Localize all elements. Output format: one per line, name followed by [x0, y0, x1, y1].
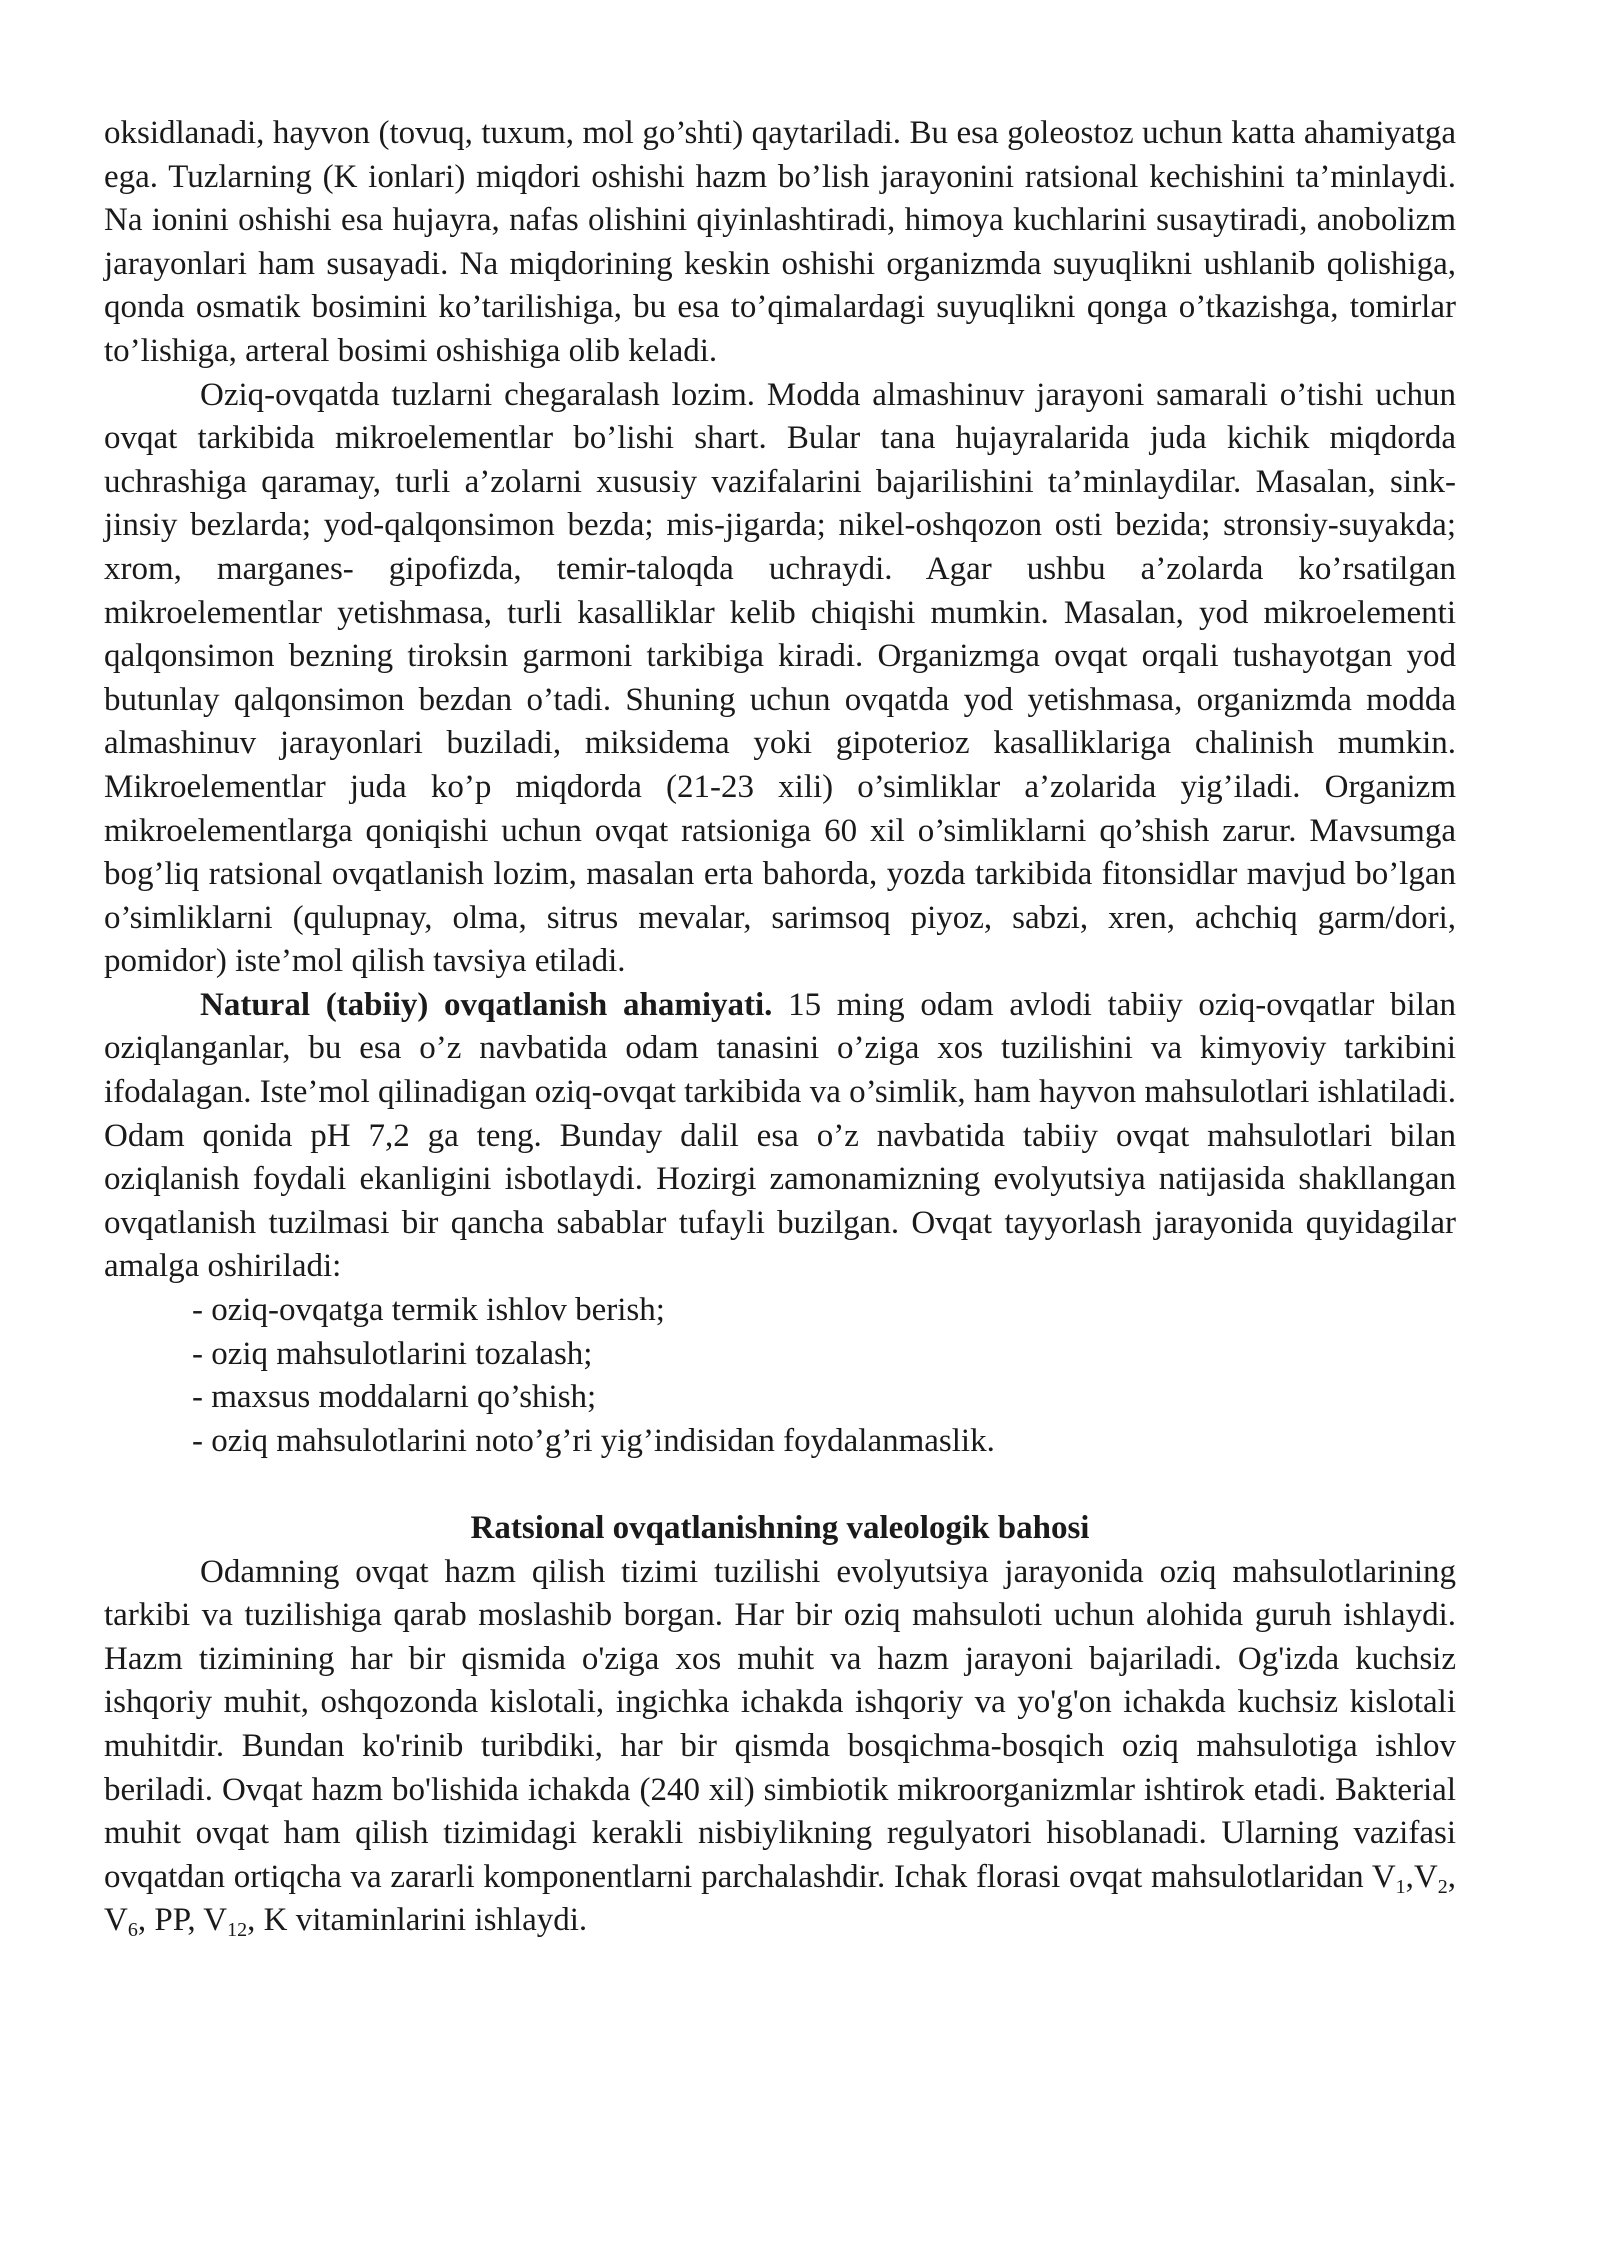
- paragraph-natural-nutrition: [104, 984, 1456, 1289]
- vitamin-v6: $V_6$: [104, 1902, 138, 1942]
- section-heading: Ratsional ovqatlanishning valeologik bahosi: [470, 1510, 1090, 1546]
- list-item: - oziq mahsulotlarini noto’g’ri yig’indisidan foydalanmaslik.: [192, 1422, 995, 1459]
- vitamin-v1: $V_1$: [1371, 1858, 1406, 1898]
- paragraph-salts-effects: oksidlanadi, hayvon (tovuq, tuxum, mol go’shti) qaytariladi. Bu esa goleostoz uchun katta ahamiyatga ega. Tuzlarning (K ionlari) miqdori oshishi hazm bo’lish jarayonini ratsional kechishini ta’minlaydi. Na ionini oshishi esa hujayra, nafas olishini qiyinlashtiradi, himoya kuchlarini susaytiradi, anobolizm jarayonlari ham susayadi. Na miqdorining keskin oshishi organizmda suyuqlikni ushlanib qolishiga, qonda osmatik bosimini ko’tarilishiga, bu esa to’qimalardagi suyuqlikni qonga o’tkazishga, tomirlar to’lishiga, arteral bosimi oshishiga olib keladi.: [104, 115, 1456, 369]
- paragraph-digestion: Odamning ovqat hazm qilish tizimi tuzilishi evolyutsiya jarayonida oziq mahsulotlarining tarkibi va tuzilishiga qarab moslashib borgan. Har bir oziq mahsuloti uchun alohida guruh ishlaydi. Hazm tizimining har bir qismida o'ziga xos muhit va hazm jarayoni bajariladi. Og'izda kuchsiz ishqoriy muhit, oshqozonda kislotali, ingichka ichakda ishqoriy va yo'g'on ichakda kuchsiz kislotali muhitdir. Bundan ko'rinib turibdiki, har bir qismda bosqichma-bosqich oziq mahsulotiga ishlov beriladi. Ovqat hazm bo'lishida ichakda (240 xil) simbiotik mikroorganizmlar ishtirok etadi. Bakterial muhit ovqat ham qilish tizimidagi kerakli nisbiylikning regulyatori hisoblanadi. Ularning vazifasi ovqatdan ortiqcha va zararli komponentlarni parchalashdir. Ichak florasi ovqat mahsulotlaridan $V_1,V_2$, $V_6$, PP, $V_{12}$, K vitaminlarini ishlaydi.: [104, 1553, 1456, 1942]
- vitamin-v12: $V_{12}$: [203, 1902, 248, 1942]
- paragraph-digestion-tail: , K vitaminlarini ishlaydi.: [247, 1902, 588, 1939]
- list-item: - oziq-ovqatga termik ishlov berish;: [192, 1292, 665, 1329]
- list-item: - maxsus moddalarni qo’shish;: [192, 1379, 597, 1416]
- vitamin-v2: $V_2$: [1413, 1858, 1448, 1898]
- paragraph-digestion-body: Odamning ovqat hazm qilish tizimi tuzilishi evolyutsiya jarayonida oziq mahsulotlarining tarkibi va tuzilishiga qarab moslashib borgan. Har bir oziq mahsuloti uchun alohida guruh ishlaydi. Hazm tizimining har bir qismida o'ziga xos muhit va hazm jarayoni bajariladi. Og'izda kuchsiz ishqoriy muhit, oshqozonda kislotali, ingichka ichakda ishqoriy va yo'g'on ichakda kuchsiz kislotali muhitdir. Bundan ko'rinib turibdiki, har bir qismda bosqichma-bosqich oziq mahsulotiga ishlov beriladi. Ovqat hazm bo'lishida ichakda (240 xil) simbiotik mikroorganizmlar ishtirok etadi. Bakterial muhit ovqat ham qilish tizimidagi kerakli nisbiylikning regulyatori hisoblanadi. Ularning vazifasi ovqatdan ortiqcha va zararli komponentlarni parchalashdir. Ichak florasi ovqat mahsulotlaridan: [104, 1553, 1456, 1895]
- paragraph-lead-title: Natural (tabiiy) ovqatlanish ahamiyati.: [200, 986, 773, 1023]
- document-page: [104, 112, 1456, 1943]
- list-item: - oziq mahsulotlarini tozalash;: [192, 1335, 593, 1372]
- paragraph-natural-body: 15 ming odam avlodi tabiiy oziq-ovqatlar bilan oziqlanganlar, bu esa o’z navbatida odam tanasini o’ziga xos tuzilishini va kimyoviy tarkibini ifodalagan. Iste’mol qilinadigan oziq-ovqat tarkibida va o’simlik, ham hayvon mahsulotlari ishlatiladi. Odam qonida pH 7,2 ga teng. Bunday dalil esa o’z navbatida tabiiy ovqat mahsulotlari bilan oziqlanish foydali ekanligini isbotlaydi. Hozirgi zamonamizning evolyutsiya natijasida shakllangan ovqatlanish tuzilmasi bir qancha sabablar tufayli buzilgan. Ovqat tayyorlash jarayonida quyidagilar amalga oshiriladi:: [104, 986, 1457, 1285]
- paragraph-microelements: Oziq-ovqatda tuzlarni chegaralash lozim. Modda almashinuv jarayoni samarali o’tishi uchun ovqat tarkibida mikroelementlar bo’lishi shart. Bular tana hujayralarida juda kichik miqdorda uchrashiga qaramay, turli a’zolarni xususiy vazifalarini bajarilishini ta’minlaydilar. Masalan, sink-jinsiy bezlarda; yod-qalqonsimon bezda; mis-jigarda; nikel-oshqozon osti bezida; stronsiy-suyakda; xrom, marganes- gipofizda, temir-taloqda uchraydi. Agar ushbu a’zolarda ko’rsatilgan mikroelementlar yetishmasa, turli kasalliklar kelib chiqishi mumkin. Masalan, yod mikroelementi qalqonsimon bezning tiroksin garmoni tarkibiga kiradi. Organizmga ovqat orqali tushayotgan yod butunlay qalqonsimon bezdan o’tadi. Shuning uchun ovqatda yod yetishmasa, organizmda modda almashinuv jarayonlari buziladi, miksidema yoki gipoterioz kasalliklariga chalinish mumkin. Mikroelementlar juda ko’p miqdorda (21-23 xili) o’simliklar a’zolarida yig’iladi. Organizm mikroelementlarga qoniqishi uchun ovqat ratsioniga 60 xil o’simliklarni qo’shish zarur. Mavsumga bog’liq ratsional ovqatlanish lozim, masalan erta bahorda, yozda tarkibida fitonsidlar mavjud bo’lgan o’simliklarni (qulupnay, olma, sitrus mevalar, sarimsoq piyoz, sabzi, xren, achchiq garm/dori, pomidor) iste’mol qilish tavsiya etiladi.: [104, 376, 1456, 980]
- cooking-process-list: [104, 1289, 1456, 1463]
